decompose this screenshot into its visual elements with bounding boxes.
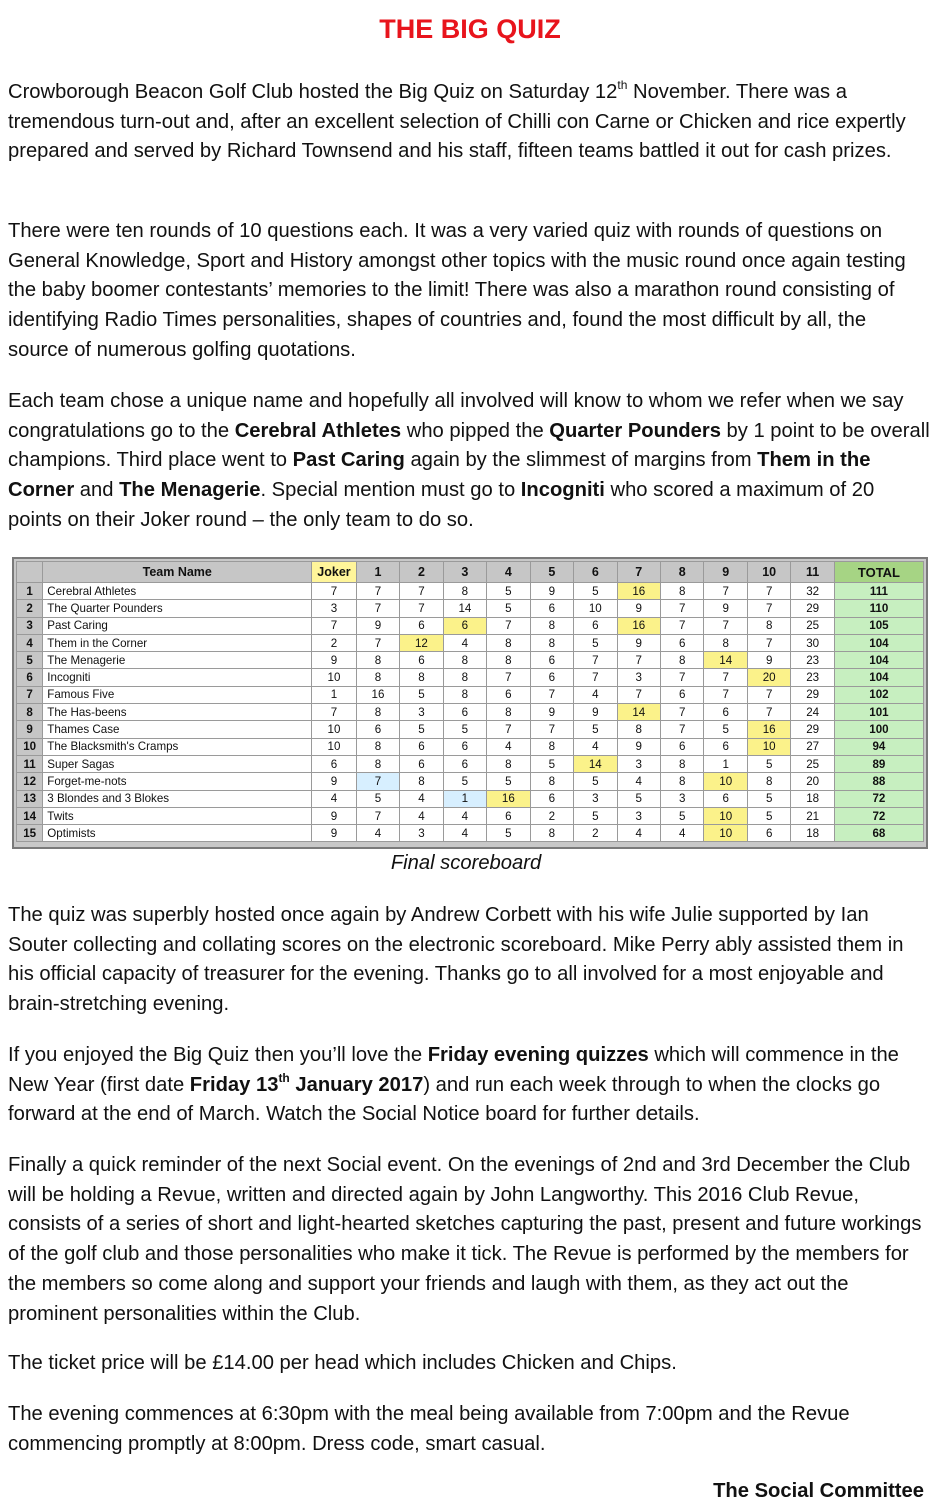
round-score-cell: 32	[791, 583, 834, 600]
rank-cell: 15	[17, 825, 43, 842]
round-score-cell: 5	[574, 634, 617, 651]
rank-cell: 6	[17, 669, 43, 686]
round-score-cell: 7	[530, 686, 573, 703]
round-score-cell: 8	[443, 669, 486, 686]
round-score-cell: 8	[356, 669, 399, 686]
round-score-cell: 8	[443, 652, 486, 669]
round-score-cell: 7	[661, 669, 704, 686]
team-name-cell: Super Sagas	[43, 755, 312, 772]
round-score-cell: 8	[530, 825, 573, 842]
team-name-cell: Famous Five	[43, 686, 312, 703]
round-score-cell: 8	[661, 773, 704, 790]
round-score-cell: 8	[443, 583, 486, 600]
round-score-cell: 8	[530, 617, 573, 634]
round-score-cell: 6	[400, 652, 443, 669]
revue-paragraph: Finally a quick reminder of the next Social event. On the evenings of 2nd and 3rd December the Club will be holding a Revue, written and directed again by John Langworthy. This 2016 Club Revue, consists of a series of short and light-hearted sketches capturing the past, present and future workings of the golf club and those personalities who make it tick. The Revue is performed by the members for the members so come along and support your friends and laugh with them, as they act out the prominent personalities within the Club.	[8, 1154, 922, 1325]
scoreboard-header-cell: 6	[574, 562, 617, 583]
round-score-cell: 8	[400, 669, 443, 686]
total-cell: 104	[834, 634, 923, 651]
round-score-cell: 5	[400, 721, 443, 738]
round-score-cell: 9	[617, 738, 660, 755]
total-cell: 68	[834, 825, 923, 842]
rank-cell: 2	[17, 600, 43, 617]
round-score-cell: 9	[617, 600, 660, 617]
round-score-cell: 7	[661, 617, 704, 634]
round-score-cell: 8	[487, 755, 530, 772]
round-score-cell: 6	[747, 825, 790, 842]
round-score-cell: 8	[704, 634, 747, 651]
round-score-cell: 6	[661, 634, 704, 651]
round-score-cell: 5	[704, 721, 747, 738]
round-score-cell: 7	[747, 583, 790, 600]
round-score-cell: 6	[487, 686, 530, 703]
round-score-cell: 24	[791, 704, 834, 721]
rounds-paragraph: There were ten rounds of 10 questions each. It was a very varied quiz with rounds of questions on General Knowledge, Sport and History amongst other topics with the music round once again testing the baby boomer contestants’ memories to the limit! There was also a marathon round consisting of identifying Radio Times personalities, shapes of countries and, found the most difficult by all, the source of numerous golfing quotations.	[8, 220, 906, 361]
round-score-cell: 5	[443, 773, 486, 790]
scoreboard-header-cell: 2	[400, 562, 443, 583]
team-the-menagerie: The Menagerie	[119, 479, 261, 502]
team-name-cell: Twits	[43, 807, 312, 824]
round-score-cell: 14	[704, 652, 747, 669]
team-cerebral-athletes: Cerebral Athletes	[234, 419, 402, 442]
scoreboard-header-cell: 4	[487, 562, 530, 583]
round-score-cell: 6	[443, 738, 486, 755]
round-score-cell: 7	[747, 686, 790, 703]
round-score-cell: 8	[747, 617, 790, 634]
round-score-cell: 6	[400, 617, 443, 634]
round-score-cell: 9	[356, 617, 399, 634]
final-scoreboard	[12, 557, 928, 849]
round-score-cell: 2	[530, 807, 573, 824]
round-score-cell: 4	[617, 825, 660, 842]
round-score-cell: 7	[661, 704, 704, 721]
friday-date-suffix: th	[278, 1070, 290, 1085]
round-score-cell: 5	[530, 755, 573, 772]
rank-cell: 14	[17, 807, 43, 824]
round-score-cell: 29	[791, 686, 834, 703]
round-score-cell: 6	[530, 790, 573, 807]
round-score-cell: 4	[443, 825, 486, 842]
round-score-cell: 14	[574, 755, 617, 772]
round-score-cell: 8	[356, 755, 399, 772]
round-score-cell: 14	[617, 704, 660, 721]
round-score-cell: 18	[791, 825, 834, 842]
round-score-cell: 8	[356, 704, 399, 721]
round-score-cell: 12	[400, 634, 443, 651]
winners-text-5: and	[74, 479, 120, 502]
team-name-cell: Cerebral Athletes	[43, 583, 312, 600]
table-row	[17, 807, 924, 824]
round-score-cell: 9	[704, 600, 747, 617]
round-score-cell: 6	[530, 652, 573, 669]
joker-cell: 10	[312, 738, 356, 755]
round-score-cell: 7	[574, 669, 617, 686]
round-score-cell: 7	[356, 634, 399, 651]
winners-text-4: again by the slimmest of margins from	[404, 449, 758, 472]
round-score-cell: 5	[443, 721, 486, 738]
round-score-cell: 5	[574, 807, 617, 824]
team-name-cell: The Has-beens	[43, 704, 312, 721]
round-score-cell: 5	[487, 583, 530, 600]
friday-date-day: Friday 13	[189, 1073, 279, 1096]
rank-cell: 5	[17, 652, 43, 669]
total-cell: 94	[834, 738, 923, 755]
total-cell: 89	[834, 755, 923, 772]
table-row	[17, 617, 924, 634]
table-row	[17, 583, 924, 600]
round-score-cell: 6	[443, 617, 486, 634]
joker-cell: 2	[312, 634, 356, 651]
round-score-cell: 6	[356, 721, 399, 738]
round-score-cell: 10	[704, 773, 747, 790]
round-score-cell: 4	[574, 738, 617, 755]
team-name-cell: Them in the Corner	[43, 634, 312, 651]
round-score-cell: 14	[443, 600, 486, 617]
evening-paragraph: The evening commences at 6:30pm with the meal being available from 7:00pm and the Revue commencing promptly at 8:00pm. Dress code, smart casual.	[8, 1403, 850, 1455]
ticket-paragraph: The ticket price will be £14.00 per head which includes Chicken and Chips.	[8, 1352, 677, 1374]
rank-cell: 7	[17, 686, 43, 703]
round-score-cell: 4	[617, 773, 660, 790]
table-row	[17, 634, 924, 651]
round-score-cell: 7	[487, 721, 530, 738]
round-score-cell: 3	[574, 790, 617, 807]
round-score-cell: 4	[443, 807, 486, 824]
scoreboard-body	[17, 583, 924, 842]
round-score-cell: 21	[791, 807, 834, 824]
round-score-cell: 6	[704, 704, 747, 721]
round-score-cell: 25	[791, 755, 834, 772]
round-score-cell: 9	[617, 634, 660, 651]
joker-cell: 7	[312, 704, 356, 721]
round-score-cell: 10	[704, 825, 747, 842]
rank-cell: 10	[17, 738, 43, 755]
round-score-cell: 20	[791, 773, 834, 790]
friday-text-2: which will commence in the New Year (first date	[8, 1044, 899, 1096]
round-score-cell: 5	[747, 790, 790, 807]
round-score-cell: 7	[574, 652, 617, 669]
team-name-cell: Forget-me-nots	[43, 773, 312, 790]
joker-cell: 7	[312, 617, 356, 634]
round-score-cell: 6	[443, 755, 486, 772]
round-score-cell: 10	[704, 807, 747, 824]
round-score-cell: 7	[400, 600, 443, 617]
joker-cell: 9	[312, 807, 356, 824]
winners-text-7: who scored a maximum of 20 points on their Joker round – the only team to do so.	[8, 479, 875, 531]
intro-paragraph	[8, 78, 932, 167]
round-score-cell: 8	[530, 738, 573, 755]
scoreboard-header-cell: 11	[791, 562, 834, 583]
round-score-cell: 8	[487, 704, 530, 721]
rank-cell: 12	[17, 773, 43, 790]
friday-quizzes-emphasis: Friday evening quizzes	[427, 1044, 649, 1066]
intro-text-b: November. There was a tremendous turn-out and, after an excellent selection of Chilli con Carne or Chicken and rice expertly prepared and served by Richard Townsend and his staff, fifteen teams battled it out for cash prizes.	[8, 81, 906, 163]
joker-cell: 9	[312, 652, 356, 669]
round-score-cell: 7	[400, 583, 443, 600]
table-row	[17, 825, 924, 842]
joker-cell: 10	[312, 721, 356, 738]
round-score-cell: 7	[747, 704, 790, 721]
team-incogniti: Incogniti	[520, 479, 605, 502]
round-score-cell: 8	[661, 755, 704, 772]
round-score-cell: 7	[617, 686, 660, 703]
table-row	[17, 790, 924, 807]
round-score-cell: 7	[617, 652, 660, 669]
scoreboard-header-cell: Joker	[312, 562, 356, 583]
joker-cell: 9	[312, 825, 356, 842]
round-score-cell: 8	[661, 652, 704, 669]
round-score-cell: 3	[400, 704, 443, 721]
round-score-cell: 10	[574, 600, 617, 617]
rank-cell: 1	[17, 583, 43, 600]
page-title: THE BIG QUIZ	[379, 14, 561, 44]
round-score-cell: 9	[747, 652, 790, 669]
round-score-cell: 8	[617, 721, 660, 738]
round-score-cell: 7	[487, 617, 530, 634]
table-row	[17, 755, 924, 772]
total-cell: 104	[834, 669, 923, 686]
round-score-cell: 1	[704, 755, 747, 772]
round-score-cell: 5	[356, 790, 399, 807]
round-score-cell: 6	[487, 807, 530, 824]
table-row	[17, 600, 924, 617]
round-score-cell: 7	[356, 807, 399, 824]
round-score-cell: 7	[530, 721, 573, 738]
table-row	[17, 669, 924, 686]
round-score-cell: 16	[617, 583, 660, 600]
round-score-cell: 3	[617, 807, 660, 824]
round-score-cell: 29	[791, 600, 834, 617]
round-score-cell: 6	[704, 738, 747, 755]
round-score-cell: 7	[356, 583, 399, 600]
friday-text-1: If you enjoyed the Big Quiz then you’ll love the	[8, 1044, 428, 1066]
round-score-cell: 8	[747, 773, 790, 790]
table-row	[17, 721, 924, 738]
round-score-cell: 23	[791, 652, 834, 669]
total-cell: 105	[834, 617, 923, 634]
team-name-cell: Optimists	[43, 825, 312, 842]
table-row	[17, 686, 924, 703]
scoreboard-header-row	[17, 562, 924, 583]
round-score-cell: 7	[356, 773, 399, 790]
round-score-cell: 4	[400, 807, 443, 824]
rank-cell: 13	[17, 790, 43, 807]
scoreboard-header-cell: Team Name	[43, 562, 312, 583]
joker-cell: 3	[312, 600, 356, 617]
round-score-cell: 7	[661, 721, 704, 738]
scoreboard-caption: Final scoreboard	[390, 852, 542, 874]
total-cell: 72	[834, 790, 923, 807]
round-score-cell: 3	[661, 790, 704, 807]
round-score-cell: 5	[487, 825, 530, 842]
rank-cell: 4	[17, 634, 43, 651]
joker-cell: 7	[312, 583, 356, 600]
round-score-cell: 6	[400, 755, 443, 772]
total-cell: 100	[834, 721, 923, 738]
rank-cell: 11	[17, 755, 43, 772]
round-score-cell: 5	[574, 583, 617, 600]
friday-quiz-paragraph	[8, 1041, 932, 1130]
round-score-cell: 8	[530, 634, 573, 651]
round-score-cell: 29	[791, 721, 834, 738]
round-score-cell: 8	[487, 634, 530, 651]
scoreboard-header-cell	[17, 562, 43, 583]
round-score-cell: 4	[487, 738, 530, 755]
round-score-cell: 5	[487, 773, 530, 790]
total-cell: 102	[834, 686, 923, 703]
round-score-cell: 6	[530, 600, 573, 617]
round-score-cell: 8	[443, 686, 486, 703]
round-score-cell: 16	[487, 790, 530, 807]
round-score-cell: 8	[487, 652, 530, 669]
round-score-cell: 6	[400, 738, 443, 755]
winners-text-1: Each team chose a unique name and hopefully all involved will know to whom we refer when we say congratulations go to the	[8, 390, 904, 442]
round-score-cell: 25	[791, 617, 834, 634]
joker-cell: 9	[312, 773, 356, 790]
round-score-cell: 10	[747, 738, 790, 755]
scoreboard-header-cell: 3	[443, 562, 486, 583]
team-past-caring: Past Caring	[292, 449, 405, 472]
rank-cell: 9	[17, 721, 43, 738]
friday-text-3: ) and run each week through to when the clocks go forward at the end of March. Watch the Social Notice board for further details.	[8, 1073, 881, 1126]
round-score-cell: 7	[747, 634, 790, 651]
table-row	[17, 704, 924, 721]
joker-cell: 10	[312, 669, 356, 686]
round-score-cell: 5	[574, 773, 617, 790]
round-score-cell: 30	[791, 634, 834, 651]
winners-text-2: who pipped the	[401, 419, 550, 442]
team-name-cell: The Quarter Pounders	[43, 600, 312, 617]
total-cell: 72	[834, 807, 923, 824]
round-score-cell: 3	[400, 825, 443, 842]
round-score-cell: 7	[661, 600, 704, 617]
team-name-cell: 3 Blondes and 3 Blokes	[43, 790, 312, 807]
round-score-cell: 8	[356, 738, 399, 755]
round-score-cell: 18	[791, 790, 834, 807]
rank-cell: 8	[17, 704, 43, 721]
round-score-cell: 1	[443, 790, 486, 807]
total-cell: 104	[834, 652, 923, 669]
table-row	[17, 773, 924, 790]
table-row	[17, 652, 924, 669]
round-score-cell: 4	[356, 825, 399, 842]
hosts-paragraph: The quiz was superbly hosted once again by Andrew Corbett with his wife Julie supported by Ian Souter collecting and collating scores on the electronic scoreboard. Mike Perry ably assisted them in his official capacity of treasurer for the evening. Thanks go to all involved for a most enjoyable and brain-stretching evening.	[8, 904, 904, 1016]
round-score-cell: 5	[400, 686, 443, 703]
round-score-cell: 5	[617, 790, 660, 807]
friday-date-month: January 2017	[289, 1073, 424, 1096]
round-score-cell: 7	[356, 600, 399, 617]
winners-paragraph	[8, 387, 932, 536]
team-name-cell: The Blacksmith's Cramps	[43, 738, 312, 755]
round-score-cell: 4	[400, 790, 443, 807]
round-score-cell: 6	[661, 738, 704, 755]
team-name-cell: Past Caring	[43, 617, 312, 634]
round-score-cell: 8	[400, 773, 443, 790]
round-score-cell: 27	[791, 738, 834, 755]
round-score-cell: 7	[704, 669, 747, 686]
scoreboard-header-cell: 7	[617, 562, 660, 583]
team-name-cell: Incogniti	[43, 669, 312, 686]
joker-cell: 4	[312, 790, 356, 807]
winners-text-3: by 1 point to be overall champions. Third place went to	[8, 419, 930, 472]
round-score-cell: 7	[704, 686, 747, 703]
round-score-cell: 8	[661, 583, 704, 600]
round-score-cell: 3	[617, 669, 660, 686]
round-score-cell: 6	[574, 617, 617, 634]
scoreboard-header-cell: 8	[661, 562, 704, 583]
round-score-cell: 9	[574, 704, 617, 721]
round-score-cell: 4	[443, 634, 486, 651]
round-score-cell: 3	[617, 755, 660, 772]
round-score-cell: 6	[530, 669, 573, 686]
round-score-cell: 16	[617, 617, 660, 634]
round-score-cell: 8	[530, 773, 573, 790]
scoreboard-header-cell: 1	[356, 562, 399, 583]
round-score-cell: 5	[747, 807, 790, 824]
intro-text-a: Crowborough Beacon Golf Club hosted the Big Quiz on Saturday 12	[8, 81, 618, 103]
total-cell: 88	[834, 773, 923, 790]
scoreboard-header-cell: 10	[747, 562, 790, 583]
winners-text-6: . Special mention must go to	[260, 479, 521, 502]
round-score-cell: 9	[530, 704, 573, 721]
scoreboard-header-cell: 9	[704, 562, 747, 583]
team-name-cell: Thames Case	[43, 721, 312, 738]
round-score-cell: 2	[574, 825, 617, 842]
total-cell: 111	[834, 583, 923, 600]
round-score-cell: 5	[747, 755, 790, 772]
round-score-cell: 16	[747, 721, 790, 738]
intro-date-suffix: th	[617, 78, 628, 93]
round-score-cell: 5	[487, 600, 530, 617]
round-score-cell: 5	[661, 807, 704, 824]
round-score-cell: 7	[747, 600, 790, 617]
joker-cell: 6	[312, 755, 356, 772]
rank-cell: 3	[17, 617, 43, 634]
round-score-cell: 4	[574, 686, 617, 703]
table-row	[17, 738, 924, 755]
round-score-cell: 20	[747, 669, 790, 686]
round-score-cell: 23	[791, 669, 834, 686]
signoff: The Social Committee	[713, 1480, 924, 1502]
scoreboard-table	[16, 561, 924, 842]
scoreboard-header-cell: 5	[530, 562, 573, 583]
team-name-cell: The Menagerie	[43, 652, 312, 669]
round-score-cell: 8	[356, 652, 399, 669]
round-score-cell: 4	[661, 825, 704, 842]
scoreboard-header-cell: TOTAL	[834, 562, 923, 583]
joker-cell: 1	[312, 686, 356, 703]
total-cell: 110	[834, 600, 923, 617]
round-score-cell: 16	[356, 686, 399, 703]
team-them-in-the-corner: Them in the Corner	[8, 449, 871, 502]
round-score-cell: 7	[704, 617, 747, 634]
total-cell: 101	[834, 704, 923, 721]
round-score-cell: 9	[530, 583, 573, 600]
round-score-cell: 7	[704, 583, 747, 600]
round-score-cell: 6	[661, 686, 704, 703]
team-quarter-pounders: Quarter Pounders	[549, 419, 721, 442]
round-score-cell: 7	[487, 669, 530, 686]
round-score-cell: 6	[704, 790, 747, 807]
round-score-cell: 5	[574, 721, 617, 738]
round-score-cell: 6	[443, 704, 486, 721]
